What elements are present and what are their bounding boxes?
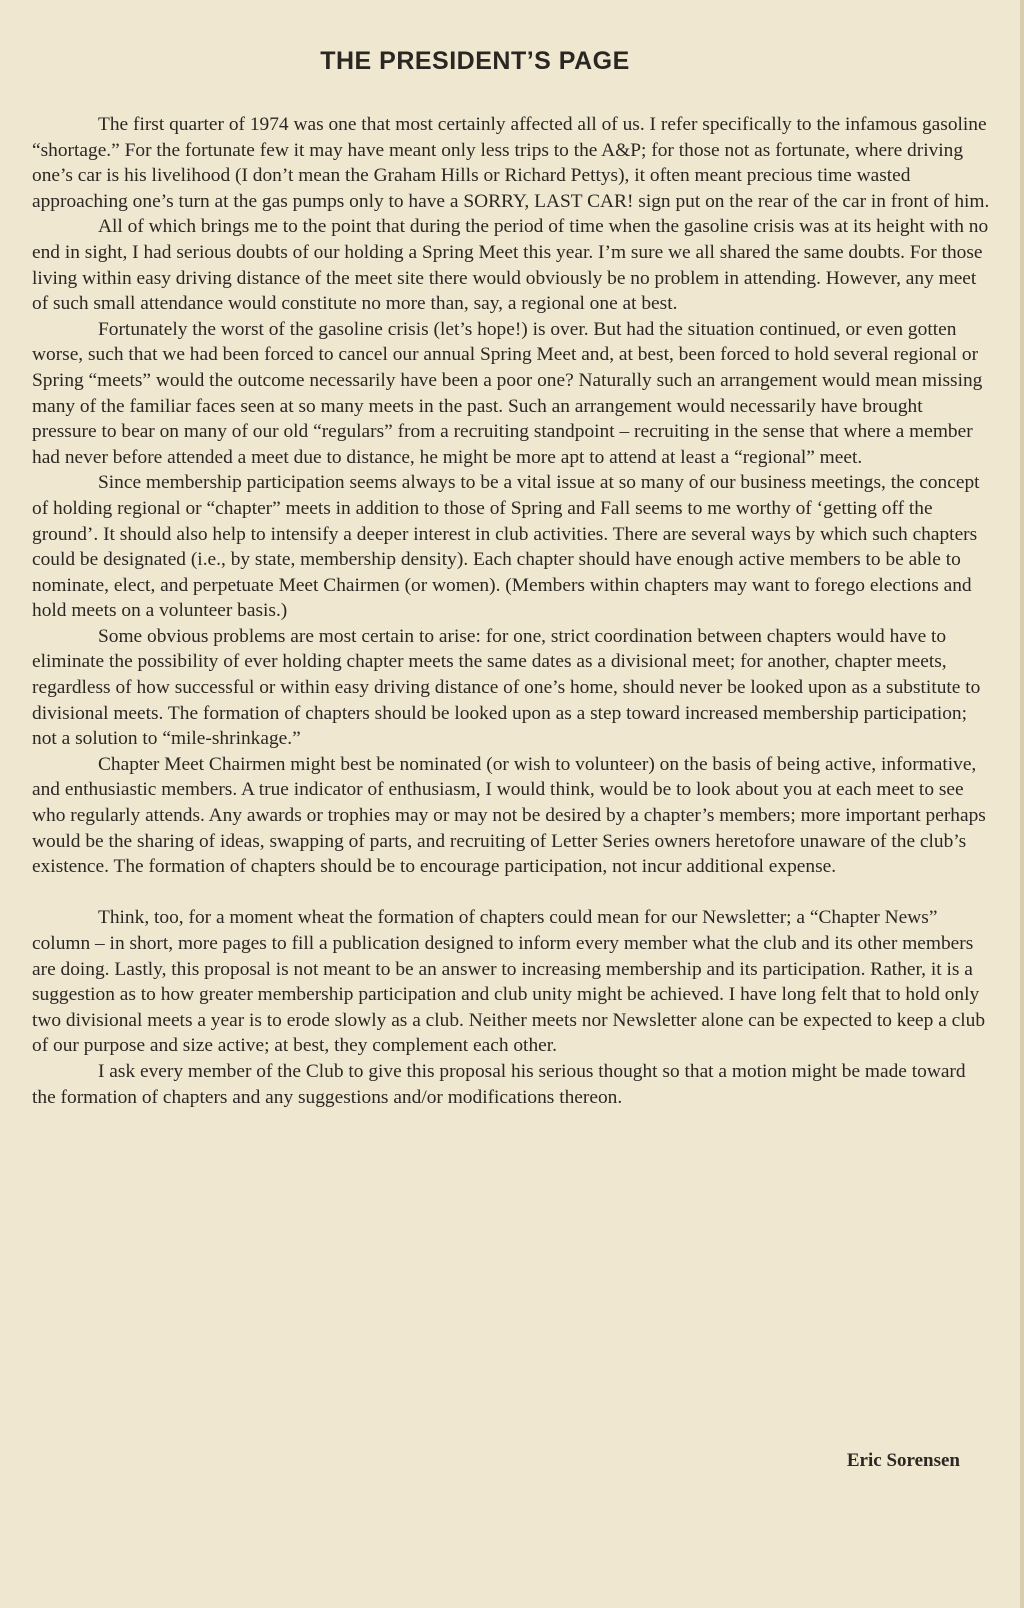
author-signature: Eric Sorensen [846,1450,960,1471]
paragraph-1: The first quarter of 1974 was one that most certainly affected all of us. I refer specifically to the infamous gasoline “shortage.” For the fortunate few it may have meant only less trips to the A&P; for those not as fortunate, where driving one’s car is his livelihood (I don’t mean the Graham Hills or Richard Pettys), it often meant precious time wasted approaching one’s turn at the gas pumps only to have a SORRY, LAST CAR! sign put on the rear of the car in front of him. [32,114,990,212]
page-title: THE PRESIDENT’S PAGE [320,46,630,75]
paragraph-8: I ask every member of the Club to give this proposal his serious thought so that a motion might be made toward the formation of chapters and any suggestions and/or modifications thereon. [32,1060,966,1108]
paragraph-5: Some obvious problems are most certain to arise: for one, strict coordination between chapters would have to eliminate the possibility of ever holding chapter meets the same dates as a divisional meet; for another, chapter meets, regardless of how successful or within easy driving distance of one’s home, should never be looked upon as a substitute to divisional meets. The formation of chapters should be looked upon as a step toward increased membership participation; not a solution to “mile-shrinkage.” [32,625,981,750]
paragraph-6: Chapter Meet Chairmen might best be nominated (or wish to volunteer) on the basis of being active, informative, and enthusiastic members. A true indicator of enthusiasm, I would think, would be to look about you at each meet to see who regularly attends. Any awards or trophies may or may not be desired by a chapter’s members; more important perhaps would be the sharing of ideas, swapping of parts, and recruiting of Letter Series owners heretofore unaware of the club’s existence. The formation of chapters should be to encourage participation, not incur additional expense. [32,753,986,878]
article-body [32,112,992,1110]
paragraph-7: Think, too, for a moment wheat the formation of chapters could mean for our Newsletter; a “Chapter News” column – in short, more pages to fill a publication designed to inform every member what the club and its other members are doing. Lastly, this proposal is not meant to be an answer to increasing membership and its participation. Rather, it is a suggestion as to how greater membership participation and club unity might be achieved. I have long felt that to hold only two divisional meets a year is to erode slowly as a club. Neither meets nor Newsletter alone can be expected to keep a club of our purpose and size active; at best, they complement each other. [32,907,986,1057]
paragraph-4: Since membership participation seems always to be a vital issue at so many of our business meetings, the concept of holding regional or “chapter” meets in addition to those of Spring and Fall seems to me worthy of ‘getting off the ground’. It should also help to intensify a deeper interest in club activities. There are several ways by which such chapters could be designated (i.e., by state, membership density). Each chapter should have enough active members to be able to nominate, elect, and perpetuate Meet Chairmen (or women). (Members within chapters may want to forego elections and hold meets on a volunteer basis.) [32,472,980,622]
page-edge [1020,0,1024,1608]
paragraph-3: Fortunately the worst of the gasoline crisis (let’s hope!) is over. But had the situation continued, or even gotten worse, such that we had been forced to cancel our annual Spring Meet and, at best, been forced to hold several regional or Spring “meets” would the outcome necessarily have been a poor one? Naturally such an arrangement would mean missing many of the familiar faces seen at so many meets in the past. Such an arrangement would necessarily have brought pressure to bear on many of our old “regulars” from a recruiting standpoint – recruiting in the sense that where a member had never before attended a meet due to distance, he might be more apt to attend at least a “regional” meet. [32,318,983,468]
paragraph-2: All of which brings me to the point that during the period of time when the gasoline crisis was at its height with no end in sight, I had serious doubts of our holding a Spring Meet this year. I’m sure we all shared the same doubts. For those living within easy driving distance of the meet site there would obviously be no problem in attending. However, any meet of such small attendance would constitute no more than, say, a regional one at best. [32,216,989,315]
